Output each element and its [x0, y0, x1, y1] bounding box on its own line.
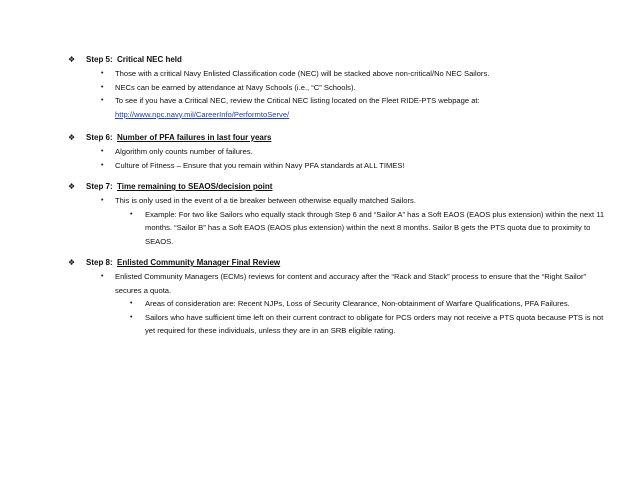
step-8-section: [68, 256, 608, 338]
list-item: [68, 270, 608, 297]
list-item-text: Algorithm only counts number of failures.: [115, 147, 253, 156]
bullet-dot-icon: •: [101, 70, 104, 77]
list-item: [68, 145, 608, 159]
bullet-dot-icon: •: [101, 97, 104, 104]
list-item-text: Enlisted Community Managers (ECMs) reviews for content and accuracy after the “Rack and Stack” process to ensure that the “Right Sailor” secures a quota.: [115, 272, 587, 295]
bullet-dot-icon: •: [101, 148, 104, 155]
step-title: Number of PFA failures in last four years: [117, 133, 272, 142]
list-item-text: Example: For two like Sailors who equally stack through Step 6 and “Sailor A” has a Soft EAOS (EAOS plus extension) within the next 11 months. “Sailor B” has a Soft EAOS (EAOS plus extension) within the next 8 months. Sailor B gets the PTS quota due to proximity to SEAOS.: [145, 209, 605, 246]
diamond-bullet-icon: ❖: [68, 258, 76, 267]
list-item: [68, 81, 608, 95]
bullet-dot-icon: •: [101, 161, 104, 169]
list-item-text: This is only used in the event of a tie breaker between otherwise equally matched Sailors.: [115, 196, 416, 205]
step-7-section: [68, 180, 608, 248]
list-item-text: Culture of Fitness – Ensure that you remain within Navy PFA standards at ALL TIMES!: [115, 160, 405, 170]
bullet-dot-icon: •: [101, 197, 104, 204]
list-item-text: To see if you have a Critical NEC, review the Critical NEC listing located on the Fleet RIDE-PTS webpage at:: [115, 96, 480, 105]
list-item-text: Those with a critical Navy Enlisted Classification code (NEC) will be stacked above non-critical/No NEC Sailors.: [115, 69, 490, 78]
bullet-dot-icon: •: [101, 273, 104, 280]
step-8-heading: [68, 256, 608, 270]
diamond-bullet-icon: ❖: [68, 55, 76, 64]
list-item-text: Areas of consideration are: Recent NJPs, Loss of Security Clearance, Non-obtainment of Warfare Qualifications, PFA Failures.: [145, 299, 570, 308]
step-title: Time remaining to SEAOS/decision point: [117, 182, 273, 191]
sub-list-item: [68, 208, 608, 249]
step-label: Step 8:: [86, 258, 113, 267]
step-6-section: [68, 131, 608, 172]
list-item-text: NECs can be earned by attendance at Navy Schools (i.e., “C” Schools).: [115, 82, 356, 92]
diamond-bullet-icon: ❖: [68, 133, 76, 142]
step-5-heading: [68, 53, 608, 67]
list-item: [68, 159, 608, 173]
bullet-dot-icon: •: [130, 300, 133, 307]
sub-list-item: [68, 297, 608, 311]
bullet-dot-icon: •: [130, 210, 133, 218]
step-label: Step 6:: [86, 133, 113, 142]
step-title: Enlisted Community Manager Final Review: [117, 258, 281, 267]
step-label: Step 5:: [86, 55, 113, 64]
list-item-text: Sailors who have sufficient time left on their current contract to obligate for PCS orders may not receive a PTS quota because PTS is not yet required for these individuals, unless they are in an SRB eligible rating.: [145, 312, 604, 335]
bullet-dot-icon: •: [101, 83, 104, 91]
diamond-bullet-icon: ❖: [68, 182, 76, 191]
step-7-heading: [68, 180, 608, 194]
bullet-dot-icon: •: [130, 313, 133, 321]
step-6-heading: [68, 131, 608, 145]
list-item: [68, 67, 608, 81]
step-title: Critical NEC held: [117, 55, 182, 64]
ptp-webpage-link[interactable]: http://www.npc.navy.mil/CareerInfo/PerformtoServe/: [115, 109, 290, 119]
list-item: [68, 94, 608, 121]
step-label: Step 7:: [86, 182, 113, 191]
step-5-section: [68, 53, 608, 121]
list-item: [68, 194, 608, 208]
sub-list-item: [68, 311, 608, 338]
